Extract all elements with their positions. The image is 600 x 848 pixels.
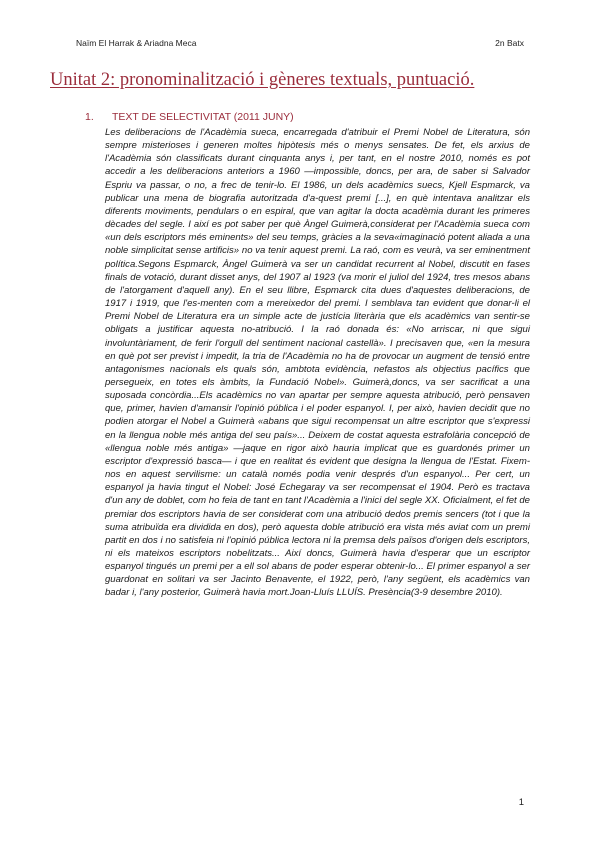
header-course: 2n Batx (495, 38, 524, 48)
page-title: Unitat 2: pronominalització i gèneres textuals, puntuació. (50, 70, 475, 90)
page-number: 1 (518, 797, 524, 808)
header-authors: Naïm El Harrak & Ariadna Meca (76, 38, 197, 48)
section-heading-text: TEXT DE SELECTIVITAT (2011 JUNY) (112, 111, 294, 123)
section-heading (85, 111, 294, 123)
section-number: 1. (85, 111, 94, 123)
body-paragraph: Les deliberacions de l'Acadèmia sueca, encarregada d'atribuir el Premi Nobel de Literatura, són sempre misterioses i generen moltes hipòtesis més o menys sensates. De fet, els arxius de l'Acadèmia són classificats durant cinquanta anys i, per tant, en el nostre 2010, només es pot accedir a les deliberacions anteriors a 1960 —impossible, doncs, per ara, de saber si Salvador Espriu va passar, o no, a frec de tenir-lo. El 1986, un dels acadèmics suecs, Kjell Espmarck, va publicar una mena de biografia autoritzada d'a-quest premi [...], en què intentava analitzar els diferents moviments, pendulars o en espiral, que van agitar la docta acadèmia durant les primeres dècades del segle. I així es pot saber per què Àngel Guimerà,considerat per l'Acadèmia sueca com «un dels escriptors més eminents» del seu temps, gràcies a la seva«imaginació potent aliada a una noble simplicitat sense artificis» no va tenir aquest premi. La raó, com es veurà, va ser eminentment política.Segons Espmarck, Àngel Guimerà va ser un candidat recurrent al Nobel, discutit en fases finals de votació, durant disset anys, del 1907 al 1923 (va morir el juliol del 1924, tres mesos abans de l'atorgament d'aquell any). En el seu llibre, Espmarck cita dues d'aquestes deliberacions, de 1917 i 1919, que l'es-menten com a mereixedor del premi. I semblava tan evident que donar-li el Premi Nobel de Literatura era un simple acte de justícia literària que els acadèmics van sentir-se obligats a justificar aquesta no-atribució. I la raó donada és: «No arriscar, ni que sigui involuntàriament, de ferir l'orgull del sentiment nacional castellà». I precisaven que, «en la mesura en què pot ser previst i impedit, la tria de l'Acadèmia no ha de provocar un augment de tensió entre antagonismes nacionals els quals són, ambtota evidència, nefastos als objectius pacífics que persegueix, en totes els àmbits, la Fundació Nobel». Guimerà,doncs, va ser sacrificat a una suposada concòrdia...Els acadèmics no van apartar per sempre aquesta atribució, però pensaven que, primer, havien d'amansir l'opinió pública i el poder espanyol. I, per això, havien decidit que no podien atorgar el Nobel a Guimerà «abans que sigui recompensat un altre escriptor que s'expressi en la llengua noble més antiga del seu país»... Deixem de costat aquesta estrafolària concepció de «llengua noble més antiga» —jaque en rigor això hauria implicat que es guardonés primer un escriptor d'expressió basca— i que en realitat és evident que designa la llengua de l'Estat. Fixem-nos en aquest servilisme: un català només podia venir després d'un espanyol... Per cert, un espanyol ja havia tingut el Nobel: José Echegaray va ser recompensat el 1904. Però es tractava d'un any de doblet, com ho feia de tant en tant l'Acadèmia a l'inici del segle XX. Oficialment, el fet de premiar dos escriptors havia de ser considerat com una atribució dedos premis sencers (tot i que la suma atribuïda era dividida en dos), però aquesta doble atribució era vista més aviat com un premi partit en dos i no satisfeia ni l'opinió pública lectora ni la premsa dels països d'origen dels escriptors, ni els mateixos escriptors nobelitzats... Així doncs, Guimerà havia d'esperar que un escriptor espanyol tingués un premi per a ell sol abans de poder esperar obtenir-lo... El primer espanyol a ser guardonat en solitari va ser Jacinto Benavente, el 1922, però, l'any següent, els acadèmics van badar i, l'any posterior, Guimerà havia mort.Joan-Lluís LLUÍS. Presència(3-9 desembre 2010). (105, 127, 530, 599)
